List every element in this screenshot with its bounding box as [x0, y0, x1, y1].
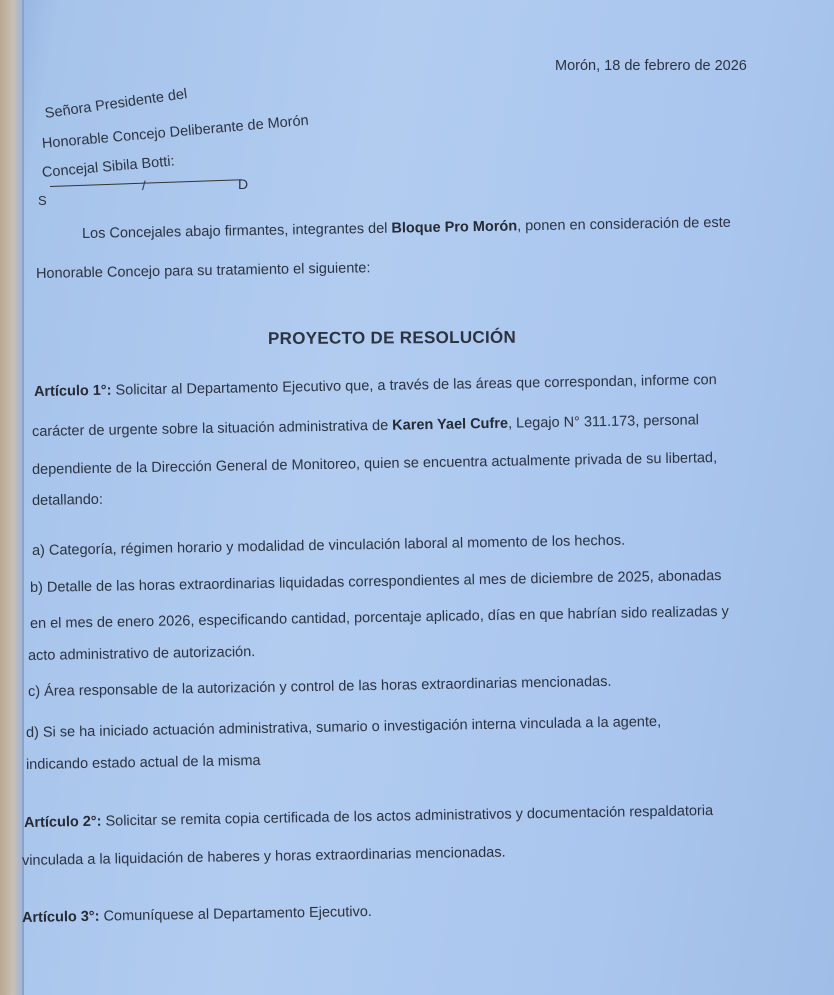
- item-c: c) Área responsable de la autorización y control de las horas extraordinarias mencionadas.: [27, 673, 612, 700]
- recipient-line-2: Honorable Concejo Deliberante de Morón: [41, 112, 310, 152]
- art1-line-1: Artículo 1°: Solicitar al Departamento Ejecutivo que, a través de las áreas que correspondan, informe con: [33, 372, 717, 400]
- item-b-line-1: b) Detalle de las horas extraordinarias liquidadas correspondientes al mes de diciembre de 2025, abonadas: [29, 567, 722, 596]
- recipient-line-3: Concejal Sibila Botti:: [41, 153, 176, 181]
- page-edge: [0, 0, 22, 995]
- stamp-slash: /: [142, 178, 146, 193]
- item-b-line-3: acto administrativo de autorización.: [27, 644, 256, 664]
- document-title: PROYECTO DE RESOLUCIÓN: [267, 327, 517, 348]
- art2-line-1: Artículo 2°: Solicitar se remita copia certificada de los actos administrativos y documentación respaldatoria: [23, 802, 714, 831]
- bloc-name: Bloque Pro Morón: [391, 218, 518, 237]
- date: Morón, 18 de febrero de 2026: [555, 58, 747, 74]
- item-a: a) Categoría, régimen horario y modalidad de vinculación laboral al momento de los hechos.: [31, 532, 626, 559]
- item-b-line-2: en el mes de enero 2026, especificando cantidad, porcentaje aplicado, días en que habrían sido realizadas y: [29, 603, 729, 632]
- person-name: Karen Yael Cufre: [392, 415, 509, 434]
- art1-line-3: dependiente de la Dirección General de Monitoreo, quien se encuentra actualmente privada de su libertad,: [31, 450, 718, 478]
- art3-line-1: Artículo 3°: Comuníquese al Departamento Ejecutivo.: [21, 903, 373, 926]
- art1-line-2: carácter de urgente sobre la situación administrativa de Karen Yael Cufre, Legajo N° 311.173, personal: [31, 412, 700, 440]
- art1-line-4: detallando:: [31, 491, 104, 509]
- intro-line-2: Honorable Concejo para su tratamiento el siguiente:: [35, 260, 371, 282]
- item-d-line-2: indicando estado actual de la misma: [25, 752, 261, 773]
- stamp-d: D: [238, 176, 249, 192]
- item-d-line-1: d) Si se ha iniciado actuación administrativa, sumario o investigación interna vinculada a la agente,: [25, 713, 662, 741]
- art2-line-2: vinculada a la liquidación de haberes y horas extraordinarias mencionadas.: [21, 844, 506, 869]
- recipient-line-1: Señora Presidente del: [43, 86, 189, 122]
- page-fold: [22, 0, 24, 995]
- stamp-s: S: [38, 193, 47, 208]
- intro-line-1: Los Concejales abajo firmantes, integrantes del Bloque Pro Morón, ponen en consideración de este: [81, 214, 731, 242]
